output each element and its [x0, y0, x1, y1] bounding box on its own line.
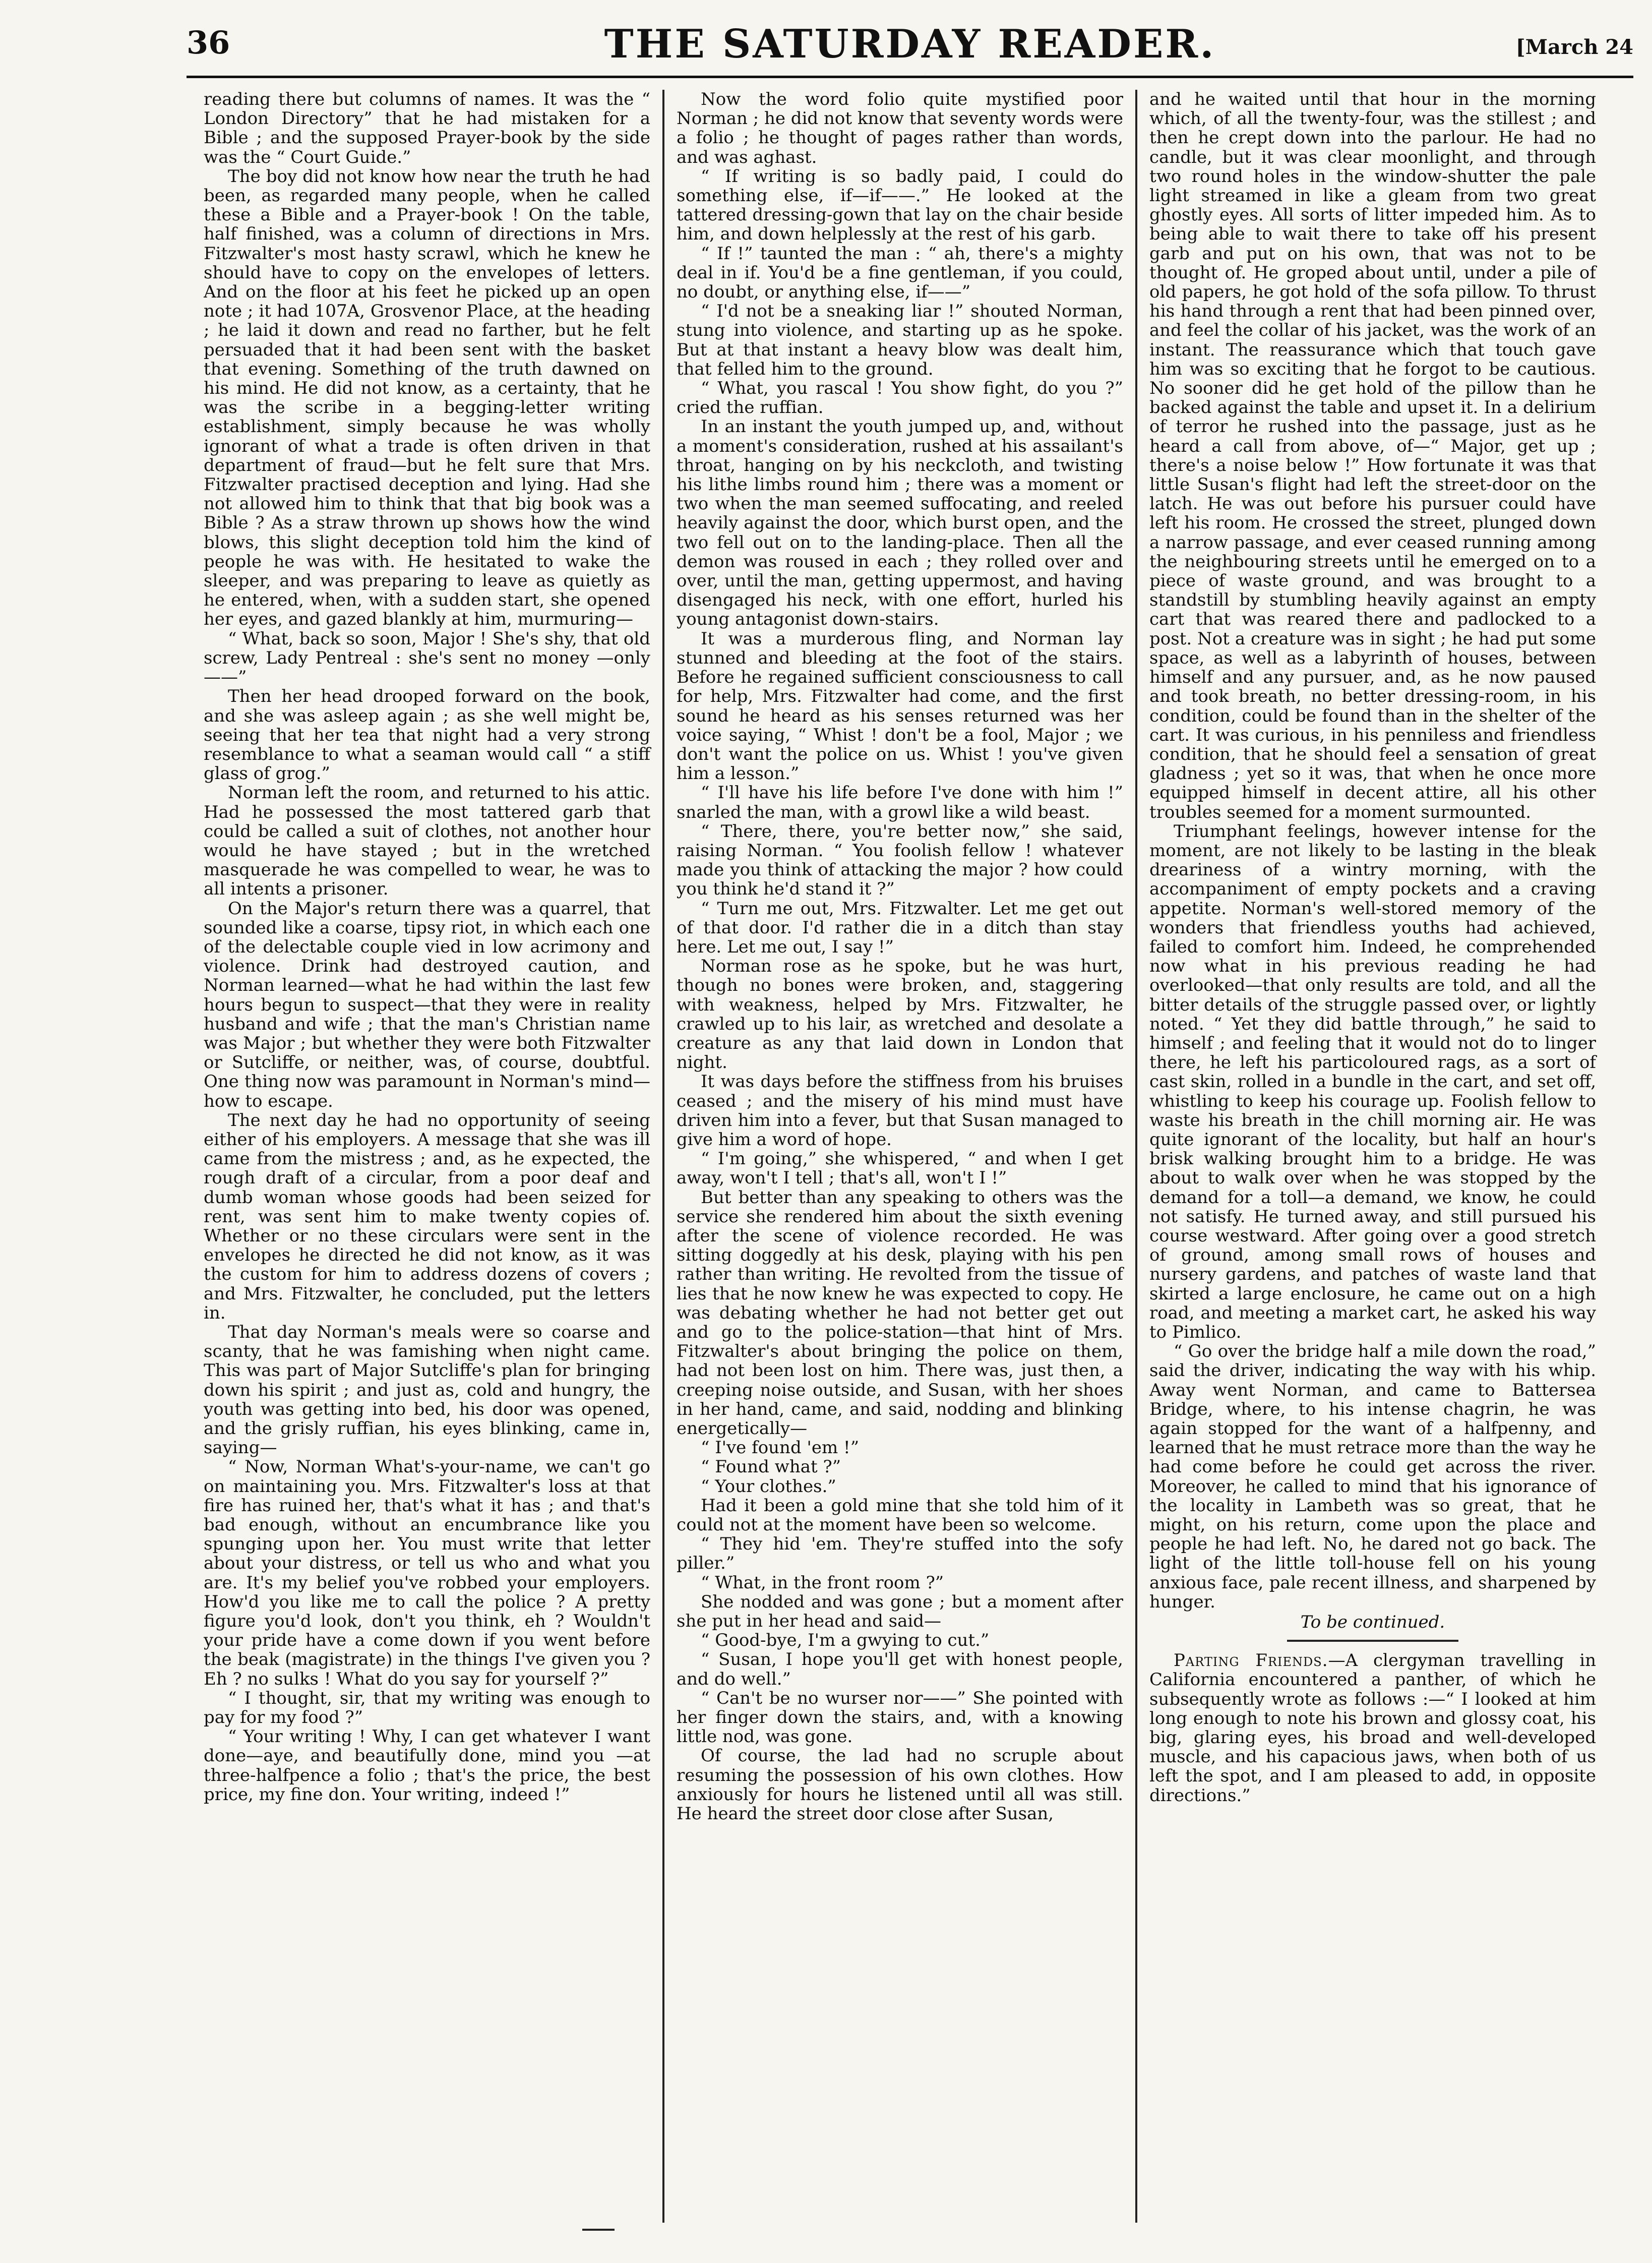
paragraph: “ If !” taunted the man : “ ah, there's a mighty deal in if. You'd be a fine gentleman, if you could, no doubt, or anything else, if——”	[677, 243, 1123, 303]
column-middle	[662, 90, 1135, 2223]
paragraph: Norman rose as he spoke, but he was hurt, though no bones were broken, and, staggering with weakness, helped by Mrs. Fitzwalter, he crawled up to his lair, as wretched and desolate a creature as any that laid down in London that night.	[677, 956, 1123, 1073]
section-divider	[1287, 1640, 1458, 1642]
paragraph: Triumphant feelings, however intense for the moment, are not likely to be lasting in the bleak dreariness of a wintry morning, with the accompaniment of empty pockets and a craving appetite. Norman's well-stored memory of the wonders that friendless youths had achieved, failed to comfort him. Indeed, he comprehended now what in his previous reading he had overlooked—that only results are told, and all the bitter details of the struggle passed over, or lightly noted. “ Yet they did battle through,” he said to himself ; and feeling that it would not do to linger there, he left his particoloured rags, as a sort of cast skin, rolled in a bundle in the cart, and set off, whistling to keep his courage up. Foolish fellow to waste his breath in the chill morning air. He was quite ignorant of the locality, but half an hour's brisk walking brought him to a bridge. He was about to walk over when he was stopped by the demand for a toll—a demand, we know, he could not satisfy. He turned away, and still pursued his course westward. After going over a good stretch of ground, among small rows of houses and nursery gardens, and patches of waste land that skirted a large enclosure, he came out on a high road, and meeting a market cart, he asked his way to Pimlico.	[1149, 821, 1596, 1342]
paragraph: “ What, you rascal ! You show fight, do you ?” cried the ruffian.	[677, 378, 1123, 418]
paragraph: “ Susan, I hope you'll get with honest people, and do well.”	[677, 1649, 1123, 1689]
paragraph: On the Major's return there was a quarrel, that sounded like a coarse, tipsy riot, in which each one of the delectable couple vied in low acrimony and violence. Drink had destroyed caution, and Norman learned—what he had within the last few hours begun to suspect—that they were in reality husband and wife ; that the man's Christian name was Major ; but whether they were both Fitzwalter or Sutcliffe, or neither, was, of course, doubtful. One thing now was paramount in Norman's mind—how to escape.	[204, 898, 650, 1111]
paragraph: “ Your clothes.”	[701, 1476, 836, 1497]
paragraph: She nodded and was gone ; but a moment after she put in her head and said—	[677, 1591, 1123, 1632]
paragraph: “ Your writing ! Why, I can get whatever I want done—aye, and beautifully done, mind you —at three-halfpence a folio ; that's the price, the best price, my fine don. Your writing, indeed !”	[204, 1726, 650, 1805]
paragraph: and he waited until that hour in the morning which, of all the twenty-four, was the stillest ; and then he crept down into the parlour. He had no candle, but it was clear moonlight, and through two round holes in the window-shutter the pale light streamed in like a gleam from two great ghostly eyes. All sorts of litter impeded him. As to being able to wait there to take off his present garb and put on his own, that was not to be thought of. He groped about until, under a pile of old papers, he got hold of the sofa pillow. To thrust his hand through a rent that had been pinned over, and feel the collar of his jacket, was the work of an instant. The reassurance which that touch gave him was so exciting that he forgot to be cautious. No sooner did he get hold of the pillow than he backed against the table and upset it. In a delirium of terror he rushed into the passage, just as he heard a call from above, of—“ Major, get up ; there's a noise below !” How fortunate it was that little Susan's flight had left the street-door on the latch. He was out before his pursuer could have left his room. He crossed the street, plunged down a narrow passage, and ever ceased running among the neighbouring streets until he emerged on to a piece of waste ground, and was brought to a standstill by stumbling heavily against an empty cart that was reared there and padlocked to a post. Not a creature was in sight ; he had put some space, as well as a labyrinth of houses, between himself and any pursuer, and, as he now paused and took breath, no better dressing-room, in his condition, could be found than in the shelter of the cart. It was curious, in his penniless and friendless condition, that he should feel a sensation of great gladness ; yet so it was, that when he once more equipped himself in decent attire, all his other troubles seemed for a moment surmounted.	[1149, 90, 1596, 822]
paragraph: It was days before the stiffness from his bruises ceased ; and the misery of his mind must have driven him into a fever, but that Susan managed to give him a word of hope.	[677, 1071, 1123, 1150]
paragraph: Now the word folio quite mystified poor Norman ; he did not know that seventy words were a folio ; he thought of pages rather than words, and was aghast.	[677, 90, 1123, 167]
masthead-title: THE SATURDAY READER.	[604, 21, 1216, 67]
paragraph: But better than any speaking to others was the service she rendered him about the sixth evening after the scene of violence recorded. He was sitting doggedly at his desk, playing with his pen rather than writing. He revolted from the tissue of lies that he now knew he was expected to copy. He was debating whether he had not better get out and go to the police-station—that hint of Mrs. Fitzwalter's about bringing the police on them, had not been lost on him. There was, just then, a creeping noise outside, and Susan, with her shoes in her hand, came, and said, nodding and blinking energetically—	[677, 1187, 1123, 1439]
page-header	[187, 15, 1633, 78]
paragraph: “ There, there, you're better now,” she said, raising Norman. “ You foolish fellow ! whatever made you think of attacking the major ? how could you think he'd stand it ?”	[677, 821, 1123, 900]
paragraph: In an instant the youth jumped up, and, without a moment's consideration, rushed at his assailant's throat, hanging on by his neckcloth, and twisting his lithe limbs round him ; there was a moment or two when the man seemed suffocating, and reeled heavily against the door, which burst open, and the two fell out on to the landing-place. Then all the demon was roused in each ; they rolled over and over, until the man, getting uppermost, and having disengaged his neck, with one effort, hurled his young antagonist down-stairs.	[677, 416, 1123, 630]
paragraph: “ They hid 'em. They're stuffed into the sofy piller.”	[677, 1534, 1123, 1574]
paragraph: Norman left the room, and returned to his attic. Had he possessed the most tattered garb that could be called a suit of clothes, not another hour would he have stayed ; but in the wretched masquerade he was compelled to wear, he was to all intents a prisoner.	[204, 783, 650, 900]
page-number: 36	[187, 24, 230, 61]
paragraph: “ I'll have his life before I've done with him !” snarled the man, with a growl like a wild beast.	[677, 783, 1123, 822]
paragraph: “ I'd not be a sneaking liar !” shouted Norman, stung into violence, and starting up as he spoke. But at that instant a heavy blow was dealt him, that felled him to the ground.	[677, 301, 1123, 379]
paragraph: “ Go over the bridge half a mile down the road,” said the driver, indicating the way with his whip. Away went Norman, and came to Battersea Bridge, where, to his intense chagrin, he was again stopped for the want of a halfpenny, and learned that he must retrace more than the way he had come before he could get across the river. Moreover, he called to mind that his ignorance of the locality in Lambeth was so great, that he might, on his return, come upon the place and people he had left. No, he dared not go back. The light of the little toll-house fell on his young anxious face, pale recent illness, and sharpened by hunger.	[1149, 1341, 1596, 1612]
paragraph: “ What, in the front room ?”	[701, 1572, 944, 1593]
issue-date: [March 24	[1515, 35, 1633, 59]
column-left	[192, 90, 662, 2223]
paragraph: “ I'm going,” she whispered, “ and when I get away, won't I tell ; that's all, won't I !”	[677, 1149, 1123, 1188]
paragraph: Then her head drooped forward on the book, and she was asleep again ; as she well might be, seeing that her tea that night had a very strong resemblance to what a seaman would call “ a stiff glass of grog.”	[204, 686, 650, 784]
paragraph: Had it been a gold mine that she told him of it could not at the moment have been so welcome.	[677, 1495, 1123, 1535]
paragraph: The boy did not know how near the truth he had been, as regarded many people, when he called these a Bible and a Prayer-book ! On the table, half finished, was a column of directions in Mrs. Fitzwalter's most hasty scrawl, which he knew he should have to copy on the envelopes of letters. And on the floor at his feet he picked up an open note ; it had 107A, Grosvenor Place, at the heading ; he laid it down and read no farther, but he felt persuaded that it had been sent with the basket that evening. Something of the truth dawned on his mind. He did not know, as a certainty, that he was the scribe in a begging-letter writing establishment, simply because he was wholly ignorant of what a trade is often driven in that department of fraud—but he felt sure that Mrs. Fitzwalter practised deception and lying. Had she not allowed him to think that that big book was a Bible ? As a straw thrown up shows how the wind blows, this slight deception told him the kind of people he was with. He hesitated to wake the sleeper, and was preparing to leave as quietly as he entered, when, with a sudden start, she opened her eyes, and gazed blankly at him, murmuring—	[204, 166, 650, 630]
paragraph: That day Norman's meals were so coarse and scanty, that he was famishing when night came. This was part of Major Sutcliffe's plan for bringing down his spirit ; and just as, cold and hungry, the youth was getting into bed, his door was opened, and the grisly ruffian, his eyes blinking, came in, saying—	[204, 1322, 650, 1458]
paragraph: “ Turn me out, Mrs. Fitzwalter. Let me get out of that door. I'd rather die in a ditch than stay here. Let me out, I say !”	[677, 898, 1123, 957]
paragraph: “ I thought, sir, that my writing was enough to pay for my food ?”	[204, 1688, 650, 1728]
paragraph: “ Now, Norman What's-your-name, we can't go on maintaining you. Mrs. Fitzwalter's loss at that fire has ruined her, that's what it has ; and that's bad enough, without an encumbrance like you spunging upon her. You must write that letter about your distress, or tell us who and what you are. It's my belief you've robbed your employers. How'd you like me to call the police ? A pretty figure you'd look, don't you think, eh ? Wouldn't your pride have a come down if you went before the beak (magistrate) in the things I've given you ? Eh ? no sulks ! What do you say for yourself ?”	[204, 1457, 650, 1689]
news-item	[1149, 1651, 1596, 1805]
to-be-continued: To be continued.	[1300, 1612, 1445, 1633]
paragraph: “ If writing is so badly paid, I could do something else, if—if——.” He looked at the tattered dressing-gown that lay on the chair beside him, and down helplessly at the rest of his garb.	[677, 166, 1123, 245]
news-item-text: —A clergyman travelling in California encountered a panther, of which he subsequently wrote as follows :—“ I looked at him long enough to note his brown and glossy coat, his big, glaring eyes, his broad and well-developed muscle, and his capacious jaws, when both of us left the spot, and I am pleased to add, in opposite directions.”	[1149, 1650, 1597, 1806]
paragraph: “ Can't be no wurser nor——” She pointed with her finger down the stairs, and, with a knowing little nod, was gone.	[677, 1688, 1123, 1747]
news-item-title: Parting Friends.	[1174, 1650, 1328, 1671]
paragraph: It was a murderous fling, and Norman lay stunned and bleeding at the foot of the stairs. Before he regained sufficient consciousness to call for help, Mrs. Fitzwalter had come, and the first sound he heard as his senses returned was her voice saying, “ Whist ! don't be a fool, Major ; we don't want the police on us. Whist ! you've given him a lesson.”	[677, 628, 1123, 784]
column-right	[1135, 90, 1608, 2223]
paragraph: reading there but columns of names. It was the “ London Directory” that he had mistaken for a Bible ; and the supposed Prayer-book by the side was the “ Court Guide.”	[204, 90, 650, 167]
article-columns	[192, 90, 1608, 2223]
paragraph: Of course, the lad had no scruple about resuming the possession of his own clothes. How anxiously for hours he listened until all was still. He heard the street door close after Susan,	[677, 1746, 1123, 1824]
paragraph: The next day he had no opportunity of seeing either of his employers. A message that she was ill came from the mistress ; and, as he expected, the rough draft of a circular, from a poor deaf and dumb woman whose goods had been seized for rent, was sent him to make twenty copies of. Whether or no these circulars were sent in the envelopes he directed he did not know, as it was the custom for him to address dozens of covers ; and Mrs. Fitzwalter, he concluded, put the letters in.	[204, 1110, 650, 1323]
paragraph: “ What, back so soon, Major ! She's shy, that old screw, Lady Pentreal : she's sent no money —only——”	[204, 628, 650, 688]
paragraph: “ I've found 'em !”	[701, 1438, 860, 1458]
paragraph: “ Good-bye, I'm a gwying to cut.”	[701, 1630, 990, 1651]
paragraph: “ Found what ?”	[701, 1457, 841, 1477]
footer-rule	[582, 2229, 615, 2231]
